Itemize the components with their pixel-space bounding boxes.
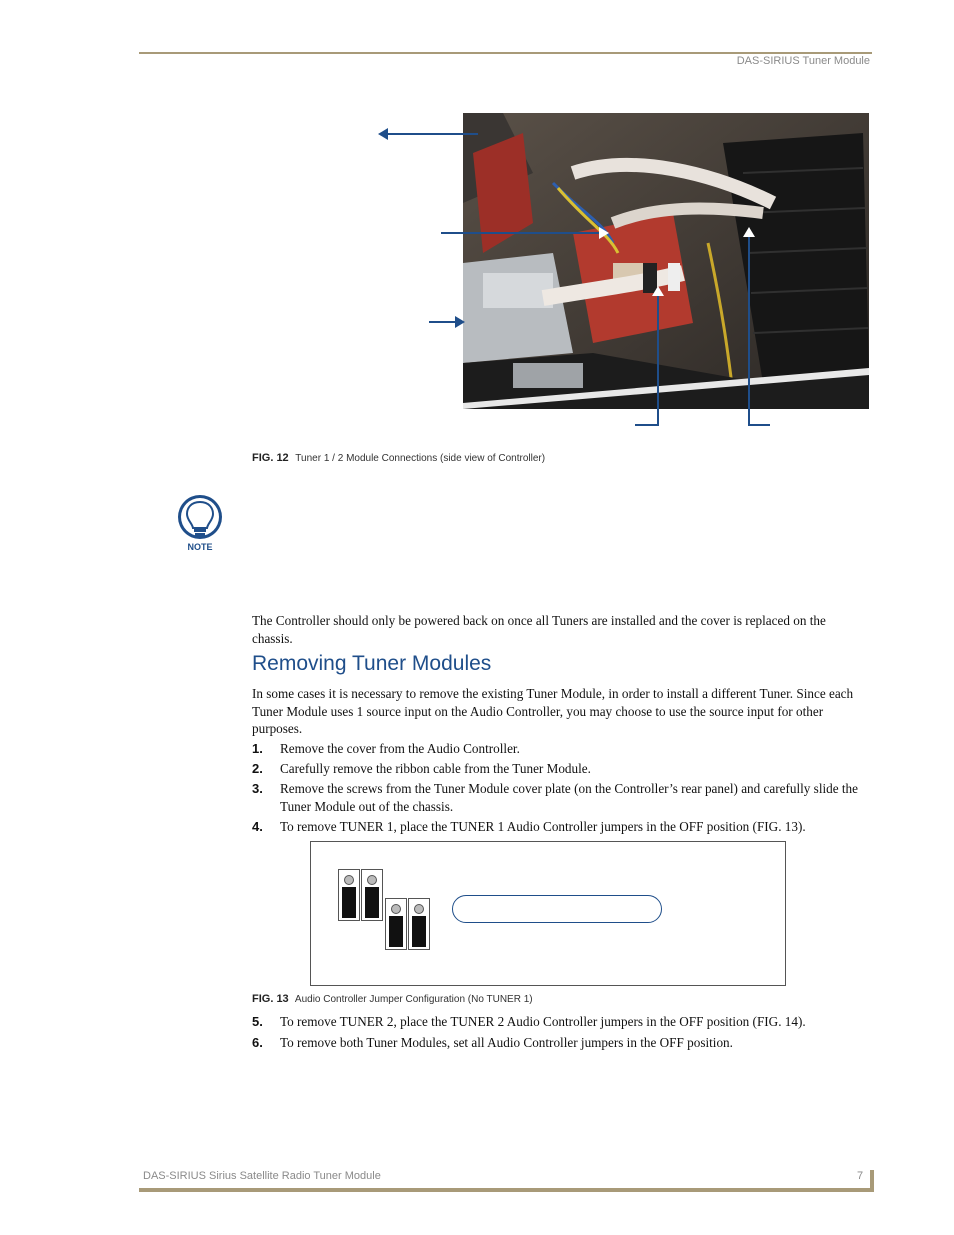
jumper-cap bbox=[365, 887, 379, 918]
power-on-paragraph: The Controller should only be powered back on once all Tuners are installed and the cover is replaced on the chassis. bbox=[252, 613, 826, 646]
jumper-block bbox=[385, 898, 407, 950]
step-text: Remove the cover from the Audio Controller. bbox=[280, 741, 520, 756]
callout-line-bottom-left-foot bbox=[635, 424, 659, 426]
step-number: 2. bbox=[252, 761, 263, 776]
controller-photo-drawing bbox=[463, 113, 869, 409]
step-text: To remove TUNER 1, place the TUNER 1 Audio Controller jumpers in the OFF position (FIG. 13). bbox=[280, 819, 806, 834]
arrow-right-icon bbox=[599, 227, 609, 239]
arrow-up-icon bbox=[743, 227, 755, 237]
figure-13-caption bbox=[252, 993, 533, 1005]
figure-12-caption-text: Tuner 1 / 2 Module Connections (side view of Controller) bbox=[295, 453, 546, 464]
callout-line-lower bbox=[429, 321, 457, 323]
step-item bbox=[252, 818, 868, 836]
step-text: To remove both Tuner Modules, set all Audio Controller jumpers in the OFF position. bbox=[280, 1035, 733, 1050]
callout-line-bottom-right bbox=[748, 236, 750, 426]
jumper-cap bbox=[412, 916, 426, 947]
step-number: 3. bbox=[252, 781, 263, 796]
section-intro-paragraph: In some cases it is necessary to remove the existing Tuner Module, in order to install a different Tuner. Since each Tuner Module uses 1 source input on the Audio Controller, you may choose to use the source input for other purposes. bbox=[252, 686, 854, 736]
footer-page-number: 7 bbox=[857, 1170, 864, 1182]
header-title: DAS-SIRIUS Tuner Module bbox=[736, 55, 870, 67]
header-rule bbox=[139, 52, 872, 54]
note-label: NOTE bbox=[187, 542, 213, 552]
jumper-pin bbox=[414, 904, 424, 914]
jumper-callout-bubble bbox=[452, 895, 662, 923]
callout-line-bottom-left bbox=[657, 295, 659, 425]
callout-line-bottom-right-foot bbox=[748, 424, 770, 426]
jumper-cap bbox=[342, 887, 356, 918]
footer-rule bbox=[139, 1188, 874, 1192]
step-number: 1. bbox=[252, 741, 263, 756]
jumper-pin bbox=[344, 875, 354, 885]
footer-title: DAS-SIRIUS Sirius Satellite Radio Tuner Module bbox=[143, 1170, 381, 1182]
figure-12-caption bbox=[252, 452, 545, 464]
jumper-block bbox=[361, 869, 383, 921]
jumper-cap bbox=[389, 916, 403, 947]
arrow-up-icon bbox=[652, 286, 664, 296]
section-heading: Removing Tuner Modules bbox=[252, 652, 492, 675]
step-text: To remove TUNER 2, place the TUNER 2 Audio Controller jumpers in the OFF position (FIG. 14). bbox=[280, 1014, 806, 1029]
jumper-pin bbox=[391, 904, 401, 914]
step-item bbox=[252, 760, 868, 778]
step-text: Remove the screws from the Tuner Module cover plate (on the Controller’s rear panel) and carefully slide the Tuner Module out of the chassis. bbox=[280, 781, 858, 814]
note-lightbulb-icon bbox=[175, 493, 225, 555]
step-number: 5. bbox=[252, 1014, 263, 1029]
arrow-left-icon bbox=[378, 128, 388, 140]
step-number: 6. bbox=[252, 1035, 263, 1050]
figure-12-label: FIG. 12 bbox=[252, 452, 289, 464]
step-text: Carefully remove the ribbon cable from the Tuner Module. bbox=[280, 761, 591, 776]
jumper-pin bbox=[367, 875, 377, 885]
step-number: 4. bbox=[252, 819, 263, 834]
jumper-block bbox=[338, 869, 360, 921]
step-item bbox=[252, 1013, 868, 1031]
callout-line-top bbox=[386, 133, 478, 135]
step-item bbox=[252, 780, 868, 815]
step-item bbox=[252, 1034, 868, 1052]
controller-photo bbox=[463, 113, 869, 409]
step-item bbox=[252, 740, 868, 758]
figure-13-label: FIG. 13 bbox=[252, 993, 289, 1005]
jumper-block bbox=[408, 898, 430, 950]
callout-line-middle bbox=[441, 232, 601, 234]
figure-13-caption-text: Audio Controller Jumper Configuration (No TUNER 1) bbox=[294, 994, 533, 1005]
arrow-right-icon bbox=[455, 316, 465, 328]
